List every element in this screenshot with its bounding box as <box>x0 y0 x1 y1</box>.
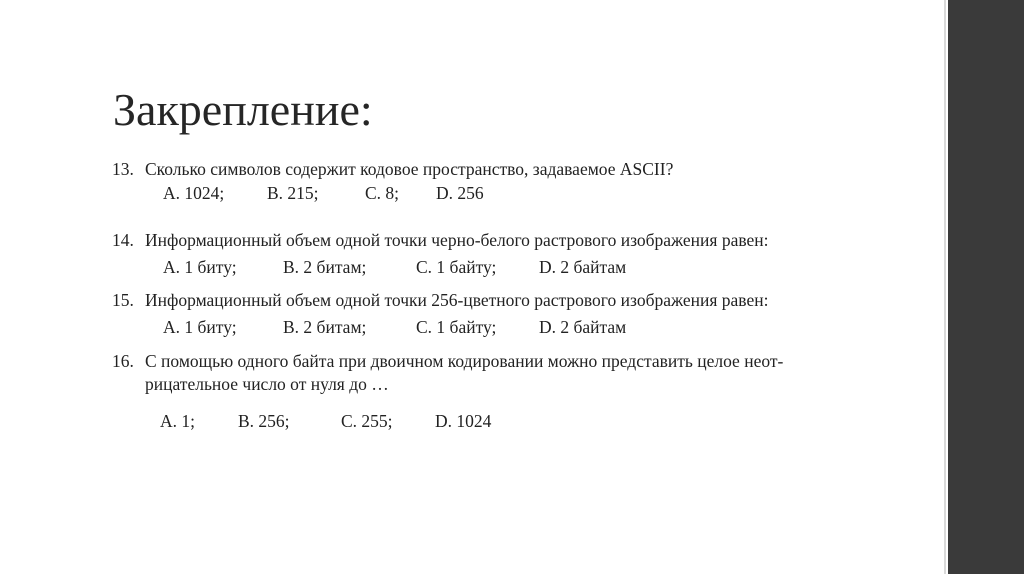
sidebar-panel <box>948 0 1024 574</box>
question-14 <box>112 229 912 251</box>
question-text-line2: рицательное число от нуля до … <box>145 374 389 394</box>
option-b: B. 215; <box>267 183 319 203</box>
option-d: D. 1024 <box>435 411 492 431</box>
question-text: Информационный объем одной точки черно-белого растрового изображения равен: <box>145 230 769 250</box>
option-c: C. 1 байту; <box>416 317 497 337</box>
question-number: 16. <box>112 351 134 371</box>
question-15 <box>112 289 912 311</box>
option-c: C. 255; <box>341 411 393 431</box>
option-a: A. 1 биту; <box>163 257 237 277</box>
options-15 <box>163 316 683 338</box>
option-b: B. 2 битам; <box>283 317 367 337</box>
option-a: A. 1; <box>160 411 195 431</box>
question-number: 13. <box>112 159 134 179</box>
option-d: D. 2 байтам <box>539 257 627 277</box>
option-a: A. 1 биту; <box>163 317 237 337</box>
sidebar-divider <box>944 0 946 574</box>
question-number: 14. <box>112 230 134 250</box>
option-b: B. 256; <box>238 411 290 431</box>
question-16 <box>112 350 912 372</box>
options-16 <box>160 410 620 432</box>
option-d: D. 2 байтам <box>539 317 627 337</box>
question-text: С помощью одного байта при двоичном кодировании можно представить целое неот- <box>145 351 784 371</box>
option-c: C. 1 байту; <box>416 257 497 277</box>
option-d: D. 256 <box>436 183 484 203</box>
option-a: A. 1024; <box>163 183 225 203</box>
slide-title: Закрепление: <box>113 84 373 135</box>
options-13 <box>163 182 663 204</box>
question-16-continued <box>145 373 745 395</box>
question-number: 15. <box>112 290 134 310</box>
question-text: Сколько символов содержит кодовое пространство, задаваемое ASCII? <box>145 159 674 179</box>
question-text: Информационный объем одной точки 256-цветного растрового изображения равен: <box>145 290 769 310</box>
options-14 <box>163 256 683 278</box>
option-c: C. 8; <box>365 183 400 203</box>
option-b: B. 2 битам; <box>283 257 367 277</box>
